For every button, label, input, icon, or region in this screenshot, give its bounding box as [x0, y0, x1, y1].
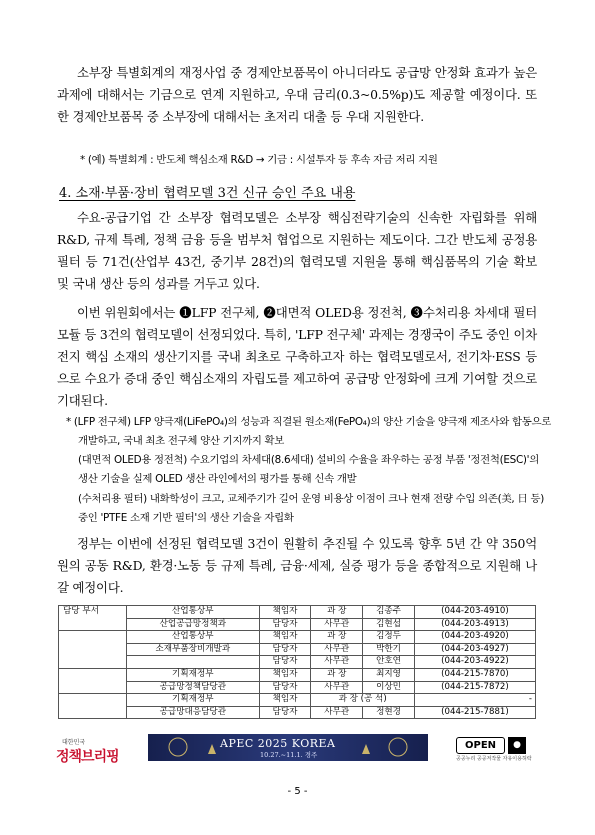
title-cell: 과 장: [311, 668, 363, 681]
section-heading-4: 4. 소재·부품·장비 협력모델 3건 신규 승인 주요 내용: [59, 186, 356, 201]
dept-cell: 기획재정부: [127, 668, 260, 681]
name-cell: 김정두: [363, 631, 415, 644]
dept-cell: 기획재정부: [127, 694, 260, 707]
phone-cell: (044-203-4920): [414, 631, 535, 644]
dept-label-spacer: [59, 668, 127, 693]
title-cell: 사무관: [311, 681, 363, 694]
policy-briefing-logo: [56, 737, 119, 766]
phone-cell: -: [414, 694, 535, 707]
name-cell: 안호연: [363, 656, 415, 669]
name-cell: 김종주: [363, 606, 415, 619]
role-cell: 담당자: [259, 656, 311, 669]
phone-cell: (044-215-7872): [414, 681, 535, 694]
note-lfp: * (LFP 전구체) LFP 양극재(LiFePO₄)의 성능과 직결된 원소재(FePO₄)의 양산 기술을 양극재 제조사와 합동으로 개발하고, 국내 최초 전구체 양산 기지까지 확보: [66, 416, 551, 447]
name-cell: 김현섭: [363, 618, 415, 631]
phone-cell: (044-203-4910): [414, 606, 535, 619]
banner-title: APEC 2025 KOREA: [220, 737, 336, 750]
phone-cell: (044-215-7881): [414, 706, 535, 719]
role-cell: 책임자: [259, 668, 311, 681]
logo-title: 정책브리핑: [56, 749, 119, 765]
kogl-open-license: [456, 737, 532, 762]
dept-cell: 공급망대응담당관: [127, 706, 260, 719]
open-caption: 공공누리 공공저작물 자유이용허락: [456, 756, 532, 762]
role-cell: 담당자: [259, 643, 311, 656]
role-cell: 담당자: [259, 618, 311, 631]
dept-label-spacer: [59, 631, 127, 669]
note-oled: (대면적 OLED용 정전척) 수요기업의 차세대(8.6세대) 설비의 수율을 좌우하는 공정 부품 '정전척(ESC)'의 생산 기술을 실제 OLED 생산 라인에서의 평가를 통해 신속 개발: [78, 454, 539, 485]
apec-banner: [148, 734, 428, 761]
note-filter: (수처리용 필터) 내화학성이 크고, 교체주기가 길어 운영 비용상 이점이 크나 현재 전량 수입 의존(美, 日 등) 중인 'PTFE 소재 기반 필터'의 생산 기술을 자립화: [78, 493, 544, 524]
name-cell: 이상민: [363, 681, 415, 694]
paragraph-special-account: 소부장 특별회계의 재정사업 중 경제안보품목이 아니더라도 공급망 안정화 효과가 높은 과제에 대해서는 기금으로 연계 지원하고, 우대 금리(0.3~0.5%p)도 제공할 예정이다. 또한 경제안보품목 중 소부장에 대해서는 초저리 대출 등 우대 지원한다.: [57, 65, 537, 124]
title-cell: 사무관: [311, 706, 363, 719]
phone-cell: (044-203-4927): [414, 643, 535, 656]
paragraph-government-support: 정부는 이번에 선정된 협력모델 3건이 원활히 추진될 수 있도록 향후 5년 간 약 350억원의 공동 R&D, 환경·노동 등 규제 특례, 금융·세제, 실증 평가 등을 종합적으로 지원해 나갈 예정이다.: [57, 536, 537, 595]
license-person-icon: ●: [508, 737, 526, 754]
title-cell: 과 장: [311, 631, 363, 644]
phone-cell: (044-203-4922): [414, 656, 535, 669]
dept-cell: 산업공급망정책과: [127, 618, 260, 631]
logo-subtitle: 대한민국: [62, 739, 86, 746]
dept-cell: 산업통상부: [127, 606, 260, 619]
role-cell: 책임자: [259, 606, 311, 619]
paragraph-selected-models: 이번 위원회에서는 ❶LFP 전구체, ❷대면적 OLED용 정전척, ❸수처리용 차세대 필터 모듈 등 3건의 협력모델이 선정되었다. 특히, 'LFP 전구체' 과제는 경쟁국이 주도 중인 이차전지 핵심 소재의 생산기지를 국내 최초로 구축하고자 하는 협력모델로서, 전기차·ESS 등으로 수요가 증대 중인 핵심소재의 자립도를 제고하여 공급망 안정화에 크게 기여할 것으로 기대된다.: [57, 305, 537, 408]
name-cell: 정현경: [363, 706, 415, 719]
phone-cell: (044-215-7870): [414, 668, 535, 681]
open-label: OPEN: [456, 737, 505, 754]
title-cell: 사무관: [311, 643, 363, 656]
footnote-example: * (예) 특별회계 : 반도체 핵심소재 R&D → 기금 : 시설투자 등 후속 자금 저리 지원: [80, 154, 438, 166]
title-cell: 과 장 (공 석): [311, 694, 415, 707]
dept-label-spacer: [59, 694, 127, 719]
dept-cell: [127, 656, 260, 669]
role-cell: 담당자: [259, 681, 311, 694]
contact-table: [58, 605, 536, 719]
title-cell: 과 장: [311, 606, 363, 619]
phone-cell: (044-203-4913): [414, 618, 535, 631]
role-cell: 책임자: [259, 631, 311, 644]
role-cell: 책임자: [259, 694, 311, 707]
title-cell: 사무관: [311, 618, 363, 631]
dept-cell: 산업통상부: [127, 631, 260, 644]
banner-dates: 10.27.~11.1. 경주: [260, 751, 318, 759]
page-number: - 5 -: [287, 786, 308, 797]
dept-cell: 소재부품장비개발과: [127, 643, 260, 656]
name-cell: 박한기: [363, 643, 415, 656]
role-cell: 담당자: [259, 706, 311, 719]
dept-cell: 공급망정책담당관: [127, 681, 260, 694]
dept-label: 담당 부서: [59, 606, 127, 631]
paragraph-cooperation-model: 수요-공급기업 간 소부장 협력모델은 소부장 핵심전략기술의 신속한 자립화를 위해 R&D, 규제 특례, 정책 금융 등을 범부처 협업으로 지원하는 제도이다. 그간 반도체 공정용 필터 등 71건(산업부 43건, 중기부 28건)의 협력모델 지원을 통해 핵심품목의 기술 확보 및 국내 생산 등의 성과를 거두고 있다.: [57, 210, 537, 291]
title-cell: 사무관: [311, 656, 363, 669]
name-cell: 최지영: [363, 668, 415, 681]
